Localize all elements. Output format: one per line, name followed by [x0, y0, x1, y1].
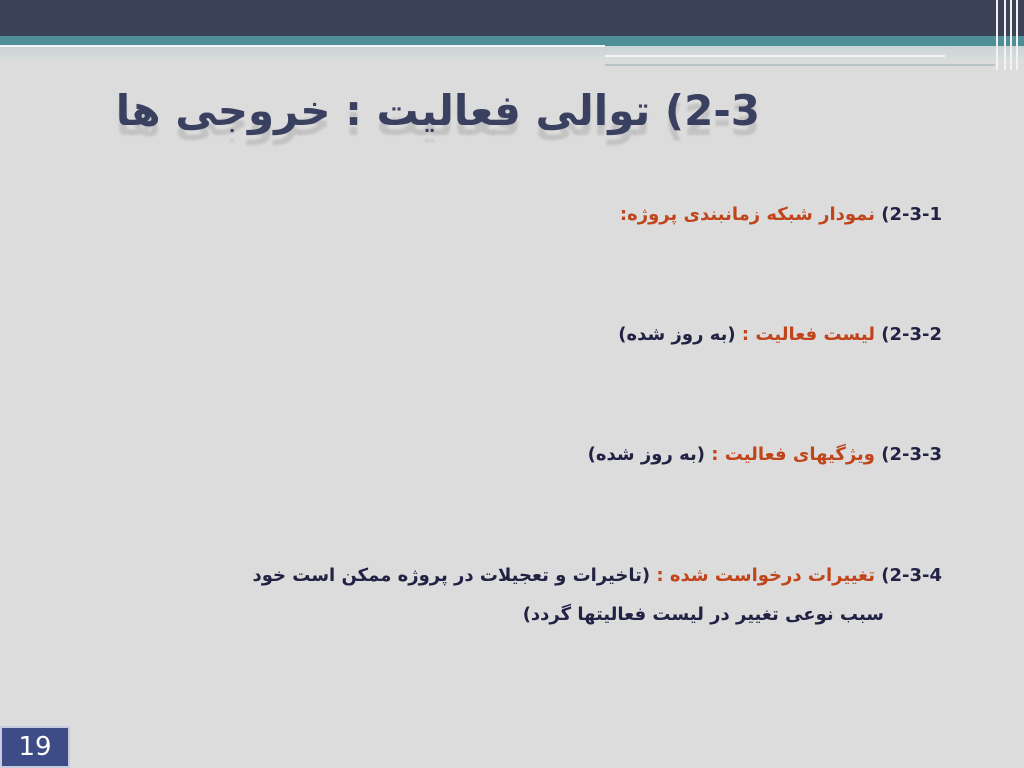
vertical-rule	[1004, 0, 1006, 70]
list-item	[182, 565, 942, 586]
item-number: 2-3-3)	[881, 444, 942, 465]
vertical-rule	[996, 0, 998, 70]
list-item	[182, 324, 942, 345]
item-heading: نمودار شبکه زمانبندی پروژه:	[619, 204, 875, 225]
item-note: (به روز شده)	[618, 324, 736, 345]
item-heading: لیست فعالیت :	[741, 324, 875, 345]
divider-line	[605, 55, 945, 57]
header-band	[0, 0, 1024, 36]
item-heading: ویژگیهای فعالیت :	[711, 444, 875, 465]
item-number: 2-3-4)	[881, 565, 942, 586]
vertical-rule	[1016, 0, 1018, 70]
item-note-continuation: سبب نوعی تغییر در لیست فعالیتها گردد)	[522, 604, 884, 625]
list-item	[182, 204, 942, 225]
light-stripe	[0, 46, 1024, 60]
divider-line	[605, 64, 995, 66]
item-note: (تاخیرات و تعجیلات در پروژه ممکن است خود	[252, 565, 651, 586]
slide-title: 2-3) توالی فعالیت : خروجی ها	[115, 86, 760, 135]
divider-line	[0, 45, 605, 47]
item-heading: تغییرات درخواست شده :	[656, 565, 875, 586]
item-number: 2-3-2)	[881, 324, 942, 345]
item-number: 2-3-1)	[881, 204, 942, 225]
list-item	[182, 444, 942, 465]
decorative-vertical-rules	[994, 0, 1024, 70]
vertical-rule	[1010, 0, 1012, 70]
page-number-badge: 19	[0, 726, 70, 768]
item-note: (به روز شده)	[587, 444, 705, 465]
